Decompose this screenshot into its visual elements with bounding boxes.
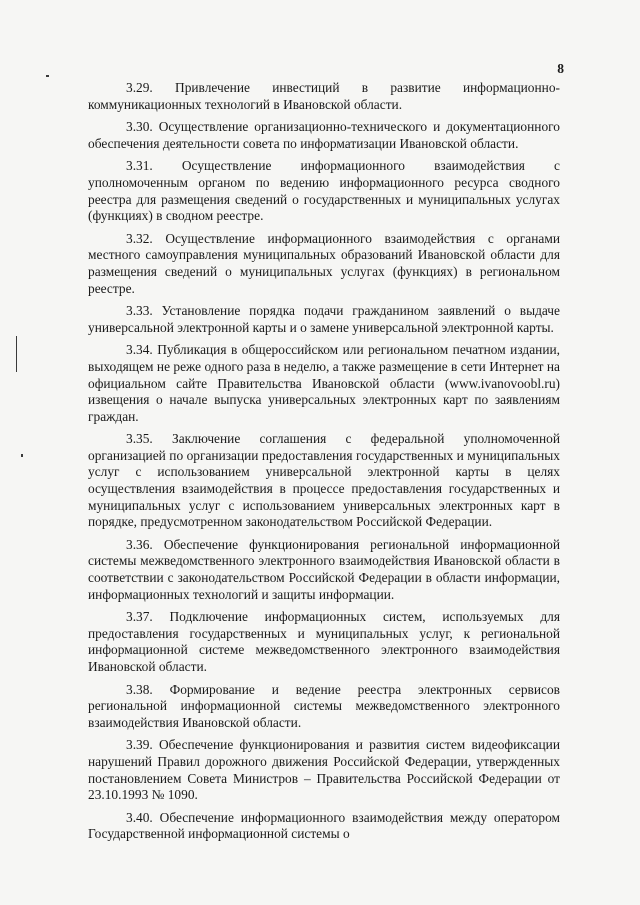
- scan-artifact-mark: [46, 75, 49, 77]
- scan-artifact-mark: [21, 454, 23, 457]
- paragraph-3-30: 3.30. Осуществление организационно-технического и документационного обеспечения деятельности совета по информатизации Ивановской области.: [88, 119, 560, 151]
- page-number: 8: [557, 61, 564, 76]
- paragraph-3-35: 3.35. Заключение соглашения с федеральной уполномоченной организацией по организации предоставления государственных и муниципальных услуг с использованием универсальной электронной карты в целях осуществления взаимодействия в процессе предоставления государственных и муниципальных услуг с использованием универсальных электронных карт в порядке, предусмотренном законодательством Российской Федерации.: [88, 431, 560, 530]
- paragraph-3-38: 3.38. Формирование и ведение реестра электронных сервисов региональной информационной системы межведомственного электронного взаимодействия Ивановской области.: [88, 681, 560, 730]
- paragraph-3-36: 3.36. Обеспечение функционирования региональной информационной системы межведомственного электронного взаимодействия Ивановской области в соответствии с законодательством Российской Федерации в области информации, информационных технологий и защиты информации.: [88, 536, 560, 602]
- paragraph-3-37: 3.37. Подключение информационных систем, используемых для предоставления государственных и муниципальных услуг, к региональной информационной системе межведомственного электронного взаимодействия Ивановской области.: [88, 609, 560, 674]
- paragraph-3-29: 3.29. Привлечение инвестиций в развитие информационно-коммуникационных технологий в Ивановской области.: [88, 80, 560, 112]
- paragraph-3-32: 3.32. Осуществление информационного взаимодействия с органами местного самоуправления муниципальных образований Ивановской области для размещения сведений о муниципальных услугах (функциях) в региональном реестре.: [88, 230, 560, 296]
- document-body: [88, 80, 560, 849]
- paragraph-3-39: 3.39. Обеспечение функционирования и развития систем видеофиксации нарушений Правил дорожного движения Российской Федерации, утвержденных постановлением Совета Министров – Правительства Российской Федерации от 23.10.1993 № 1090.: [88, 737, 560, 803]
- scan-margin-line: [16, 336, 17, 372]
- paragraph-3-34: 3.34. Публикация в общероссийском или региональном печатном издании, выходящем не реже одного раза в неделю, а также размещение в сети Интернет на официальном сайте Правительства Ивановской области (www.ivanovoobl.ru) извещения о начале выпуска универсальных электронных карт по заявлениям граждан.: [88, 342, 560, 424]
- paragraph-3-31: 3.31. Осуществление информационного взаимодействия с уполномоченным органом по ведению информационного ресурса сводного реестра для размещения сведений о государственных и муниципальных услугах (функциях) в сводном реестре.: [88, 158, 560, 224]
- paragraph-3-33: 3.33. Установление порядка подачи гражданином заявлений о выдаче универсальной электронной карты и о замене универсальной электронной карты.: [88, 303, 560, 335]
- paragraph-3-40: 3.40. Обеспечение информационного взаимодействия между оператором Государственной информационной системы о: [88, 809, 560, 842]
